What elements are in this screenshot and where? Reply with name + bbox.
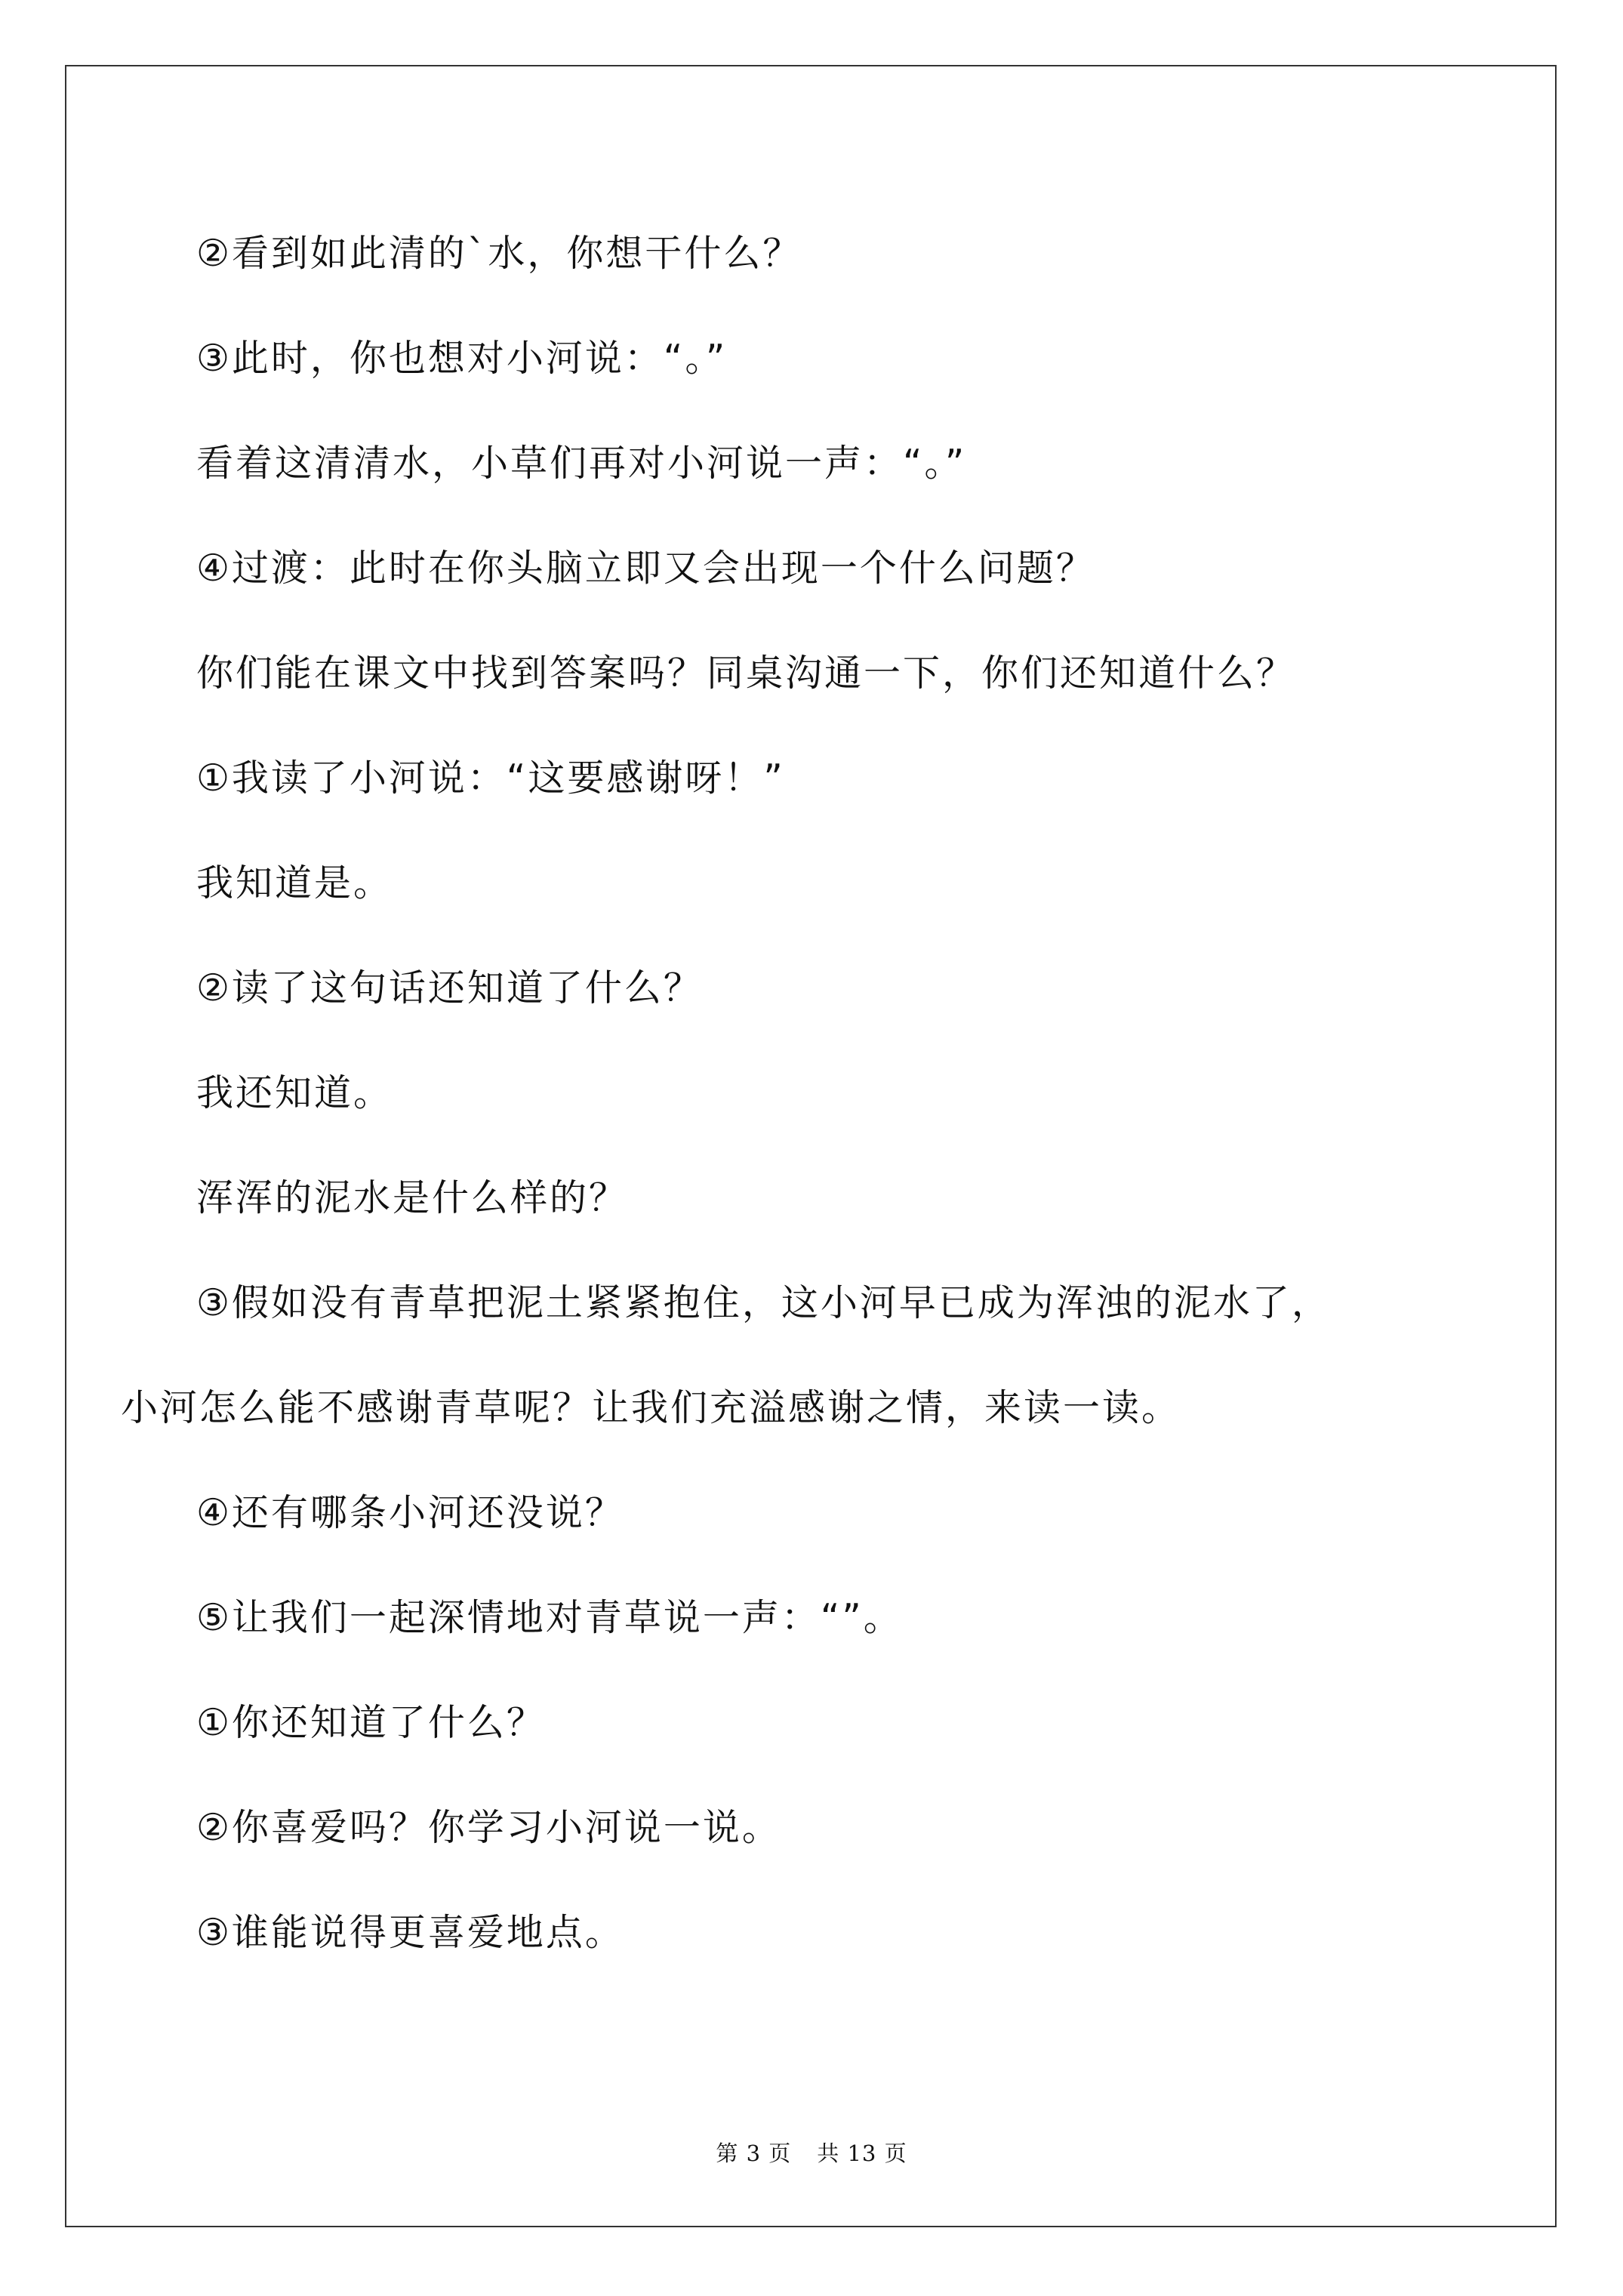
page-border (65, 65, 1557, 2227)
paragraph-line: ③此时，你也想对小河说：“。” (196, 337, 728, 380)
paragraph-line: ③谁能说得更喜爱地点。 (196, 1911, 624, 1954)
paragraph-line: ④还有哪条小河还没说？ (196, 1491, 624, 1534)
paragraph-line: 我知道是。 (196, 861, 393, 905)
page-total: 共 13 页 (817, 2140, 907, 2166)
paragraph-line: 我还知道。 (196, 1071, 393, 1114)
paragraph-line: 看着这清清水，小草们再对小河说一声：“。” (196, 442, 967, 485)
page-number: 第 3 页 (716, 2140, 792, 2166)
paragraph-line: ②读了这句话还知道了什么？ (196, 966, 703, 1009)
page-footer (0, 2140, 1623, 2167)
paragraph-line: ④过渡：此时在你头脑立即又会出现一个什么问题？ (196, 547, 1095, 590)
paragraph-line: ①我读了小河说：“这要感谢呀！” (196, 757, 785, 800)
paragraph-line: 你们能在课文中找到答案吗？同桌沟通一下，你们还知道什么？ (196, 652, 1296, 695)
paragraph-line: ②看到如此清的`水，你想干什么？ (196, 232, 802, 275)
paragraph-line: ⑤让我们一起深情地对青草说一声：“”。 (196, 1596, 903, 1639)
paragraph-line: ①你还知道了什么？ (196, 1701, 546, 1744)
paragraph-line: 小河怎么能不感谢青草呢？让我们充溢感谢之情，来读一读。 (121, 1386, 1181, 1429)
paragraph-line: 浑浑的泥水是什么样的？ (196, 1176, 629, 1219)
paragraph-line: ②你喜爱吗？你学习小河说一说。 (196, 1806, 781, 1849)
paragraph-line: ③假如没有青草把泥土紧紧抱住，这小河早已成为浑浊的泥水了， (196, 1281, 1331, 1324)
